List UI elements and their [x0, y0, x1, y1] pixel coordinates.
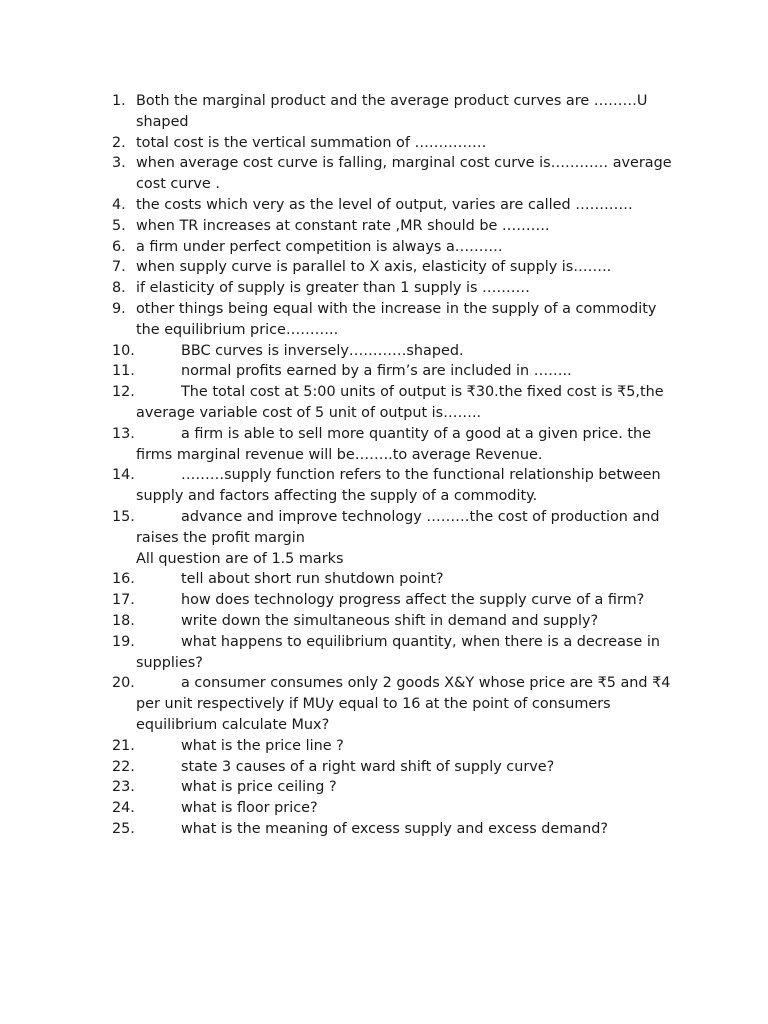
question-item-19 — [112, 632, 677, 674]
question-text: if elasticity of supply is greater than 1 supply is ………. — [136, 280, 530, 297]
question-number: 17. — [112, 592, 135, 609]
question-text: what is floor price? — [181, 800, 318, 817]
question-text: write down the simultaneous shift in demand and supply? — [181, 612, 599, 629]
question-item-20 — [112, 673, 677, 735]
question-number: 6. — [112, 238, 126, 255]
question-item-8 — [112, 278, 677, 299]
question-number: 7. — [112, 259, 126, 276]
question-text: ………supply function refers to the functional relationship between supply and factors affecting the supply of a commodity. — [136, 467, 661, 505]
question-number: 8. — [112, 280, 126, 297]
question-text: The total cost at 5:00 units of output is ₹30.the fixed cost is ₹5,the average variable cost of 5 unit of output is…….. — [136, 384, 664, 421]
question-item-3 — [112, 153, 677, 195]
question-item-6 — [112, 237, 677, 258]
question-text: tell about short run shutdown point? — [181, 571, 444, 588]
question-text: Both the marginal product and the average product curves are ………U shaped — [136, 93, 648, 130]
question-number: 24. — [112, 800, 135, 817]
question-text: when supply curve is parallel to X axis, elasticity of supply is…….. — [136, 259, 612, 276]
question-number: 12. — [112, 384, 135, 401]
question-text: what is the meaning of excess supply and excess demand? — [181, 820, 609, 837]
question-item-21 — [112, 736, 677, 757]
question-number: 18. — [112, 612, 135, 629]
question-item-13 — [112, 424, 677, 466]
question-number: 1. — [112, 93, 126, 109]
question-text: what is price ceiling ? — [181, 779, 337, 796]
question-number: 20. — [112, 675, 135, 692]
question-number: 15. — [112, 508, 135, 525]
question-text: when average cost curve is falling, marginal cost curve is………… average cost curve . — [136, 155, 672, 193]
question-text: total cost is the vertical summation of …………… — [136, 134, 487, 151]
question-text: normal profits earned by a firm’s are included in …….. — [181, 363, 572, 380]
question-item-10 — [112, 341, 677, 362]
question-item-24 — [112, 798, 677, 819]
question-number: 23. — [112, 779, 135, 796]
question-text: the costs which very as the level of output, varies are called ………… — [136, 196, 633, 213]
question-text: what is the price line ? — [181, 737, 344, 754]
question-number: 14. — [112, 467, 135, 484]
question-item-7 — [112, 257, 677, 278]
question-number: 10. — [112, 342, 135, 359]
question-text: other things being equal with the increase in the supply of a commodity the equilibrium price……….. — [136, 300, 657, 338]
question-item-11 — [112, 361, 677, 382]
question-item-5 — [112, 216, 677, 237]
question-text: a firm under perfect competition is always a………. — [136, 238, 503, 255]
question-text: a consumer consumes only 2 goods X&Y whose price are ₹5 and ₹4 per unit respectively if MUy equal to 16 at the point of consumers equilibrium calculate Mux? — [136, 675, 671, 733]
question-item-9 — [112, 299, 677, 341]
question-text: what happens to equilibrium quantity, when there is a decrease in supplies? — [136, 633, 660, 671]
question-number: 3. — [112, 155, 126, 172]
question-number: 22. — [112, 758, 135, 775]
question-item-15 — [112, 507, 677, 549]
question-number: 16. — [112, 571, 135, 588]
question-text: a firm is able to sell more quantity of a good at a given price. the firms marginal revenue will be……..to average Revenue. — [136, 425, 652, 463]
question-item-25 — [112, 819, 677, 840]
question-item-23 — [112, 777, 677, 798]
question-text: how does technology progress affect the supply curve of a firm? — [181, 592, 645, 609]
question-item-17 — [112, 590, 677, 611]
question-number: 2. — [112, 134, 126, 151]
question-number: 4. — [112, 196, 126, 213]
question-item-22 — [112, 757, 677, 778]
question-number: 19. — [112, 633, 135, 650]
question-number: 13. — [112, 425, 135, 442]
question-text: BBC curves is inversely…………shaped. — [181, 342, 464, 359]
question-item-14 — [112, 465, 677, 507]
question-item-16 — [112, 569, 677, 590]
question-text: advance and improve technology ………the cost of production and raises the profit margin — [136, 508, 660, 546]
question-number: 9. — [112, 300, 126, 317]
question-item-1 — [112, 91, 677, 133]
question-list — [112, 91, 677, 840]
question-item-12 — [112, 382, 677, 424]
question-number: 11. — [112, 363, 135, 380]
question-text: state 3 causes of a right ward shift of supply curve? — [181, 758, 555, 775]
question-item-18 — [112, 611, 677, 632]
question-item-4 — [112, 195, 677, 216]
question-item-2 — [112, 133, 677, 154]
question-number: 21. — [112, 737, 135, 754]
marks-note: All question are of 1.5 marks — [136, 550, 344, 567]
question-text: when TR increases at constant rate ,MR should be ………. — [136, 217, 550, 234]
question-number: 25. — [112, 820, 135, 837]
question-number: 5. — [112, 217, 126, 234]
